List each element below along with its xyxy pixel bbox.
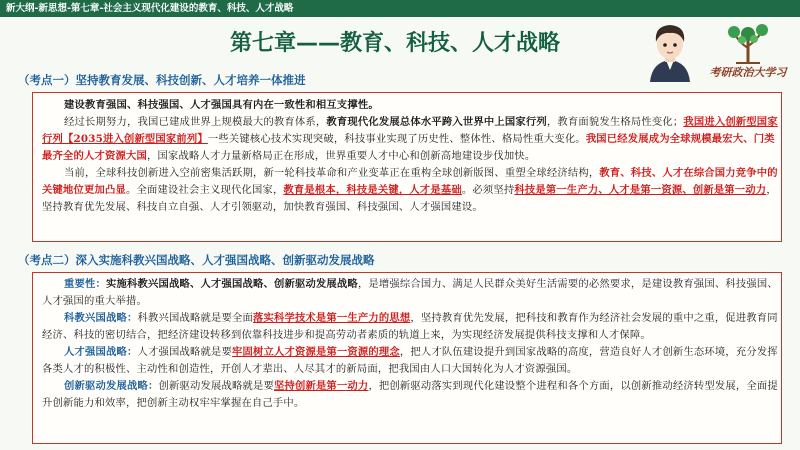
section1-body xyxy=(42,97,778,216)
section2-kejiao-strategy: 科教兴国战略：科教兴国战略就是要全面落实科学技术是第一生产力的思想，坚持教育优先发展，把科技和教育作为经济社会发展的重中之重，促进教育同经济、科技的密切结合，把经济建设转移到依靠科技进步和提高劳动者素质的轨道上来，为实现经济发展提供科技支撑和人才保障。 xyxy=(42,312,778,341)
breadcrumb-bar xyxy=(0,0,800,17)
section1-lead: 建设教育强国、科技强国、人才强国具有内在一致性和相互支撑性。 xyxy=(64,99,379,111)
brand-text: 考研政治大学习 xyxy=(709,66,787,79)
page-title: 第七章——教育、科技、人才战略 xyxy=(229,31,560,56)
section2-importance: 重要性：实施科教兴国战略、人才强国战略、创新驱动发展战略，是增强综合国力、满足人民群众美好生活需要的必然要求，是建设教育强国、科技强国、人才强国的重大举措。 xyxy=(42,278,778,307)
section2-body xyxy=(42,276,778,412)
section1-paragraph-2: 当前，全球科技创新进入空前密集活跃期，新一轮科技革命和产业变革正在重构全球创新版图、重塑全球经济结构，教育、科技、人才在综合国力竞争中的关键地位更加凸显。全面建设社会主义现代化国家，教育是根本，科技是关键，人才是基础。必须坚持科技是第一生产力、人才是第一资源、创新是第一动力，坚持教育优先发展、科技自立自强、人才引领驱动，加快教育强国、科技强国、人才强国建设。 xyxy=(42,167,778,213)
section1-paragraph-1: 经过长期努力，我国已建成世界上规模最大的教育体系，教育现代化发展总体水平跨入世界中上国家行列，教育面貌发生格局性变化；我国进入创新型国家行列【2035进入创新型国家前列】一些关键核心技术实现突破，科技事业实现了历史性、整体性、格局性重大变化。我国已经发展成为全球规模最宏大、门类最齐全的人才资源大国，国家战略人才力量新格局正在形成，世界重要人才中心和创新高地建设步伐加快。 xyxy=(42,116,778,162)
section1-heading: （考点一）坚持教育发展、科技创新、人才培养一体推进 xyxy=(18,73,306,87)
section2-heading: （考点二）深入实施科教兴国战略、人才强国战略、创新驱动发展战略 xyxy=(18,253,375,267)
tree-logo-icon xyxy=(700,22,796,64)
breadcrumb: 新大纲-新思想-第七章-社会主义现代化建设的教育、科技、人才战略 xyxy=(6,3,294,14)
section2-innovation-strategy: 创新驱动发展战略：创新驱动发展战略就是要坚持创新是第一动力，把创新驱动落实到现代化建设整个进程和各个方面，以创新推动经济转型发展，全面提升创新能力和效率，把创新主动权牢牢掌握在自己手中。 xyxy=(42,380,778,409)
section2-talent-strategy: 人才强国战略：人才强国战略就是要牢固树立人才资源是第一资源的理念，把人才队伍建设提升到国家战略的高度，营造良好人才创新生态环境，充分发挥各类人才的积极性、主动性和创造性，开创人才辈出、人尽其才的新局面，把我国由人口大国转化为人才资源强国。 xyxy=(42,346,778,375)
